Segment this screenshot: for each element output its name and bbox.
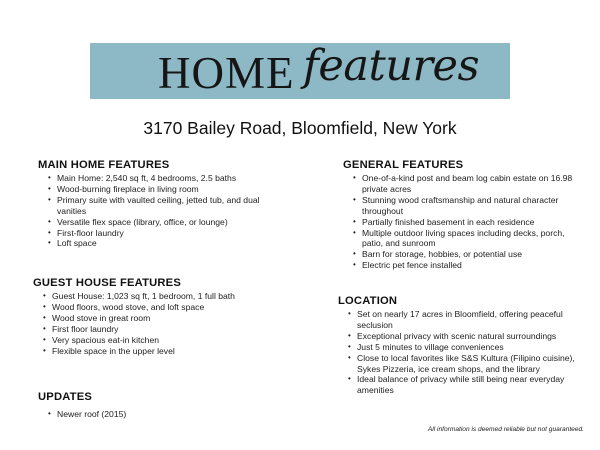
list-item: [348, 309, 578, 331]
bullet-icon: •: [353, 216, 356, 226]
bullet-icon: •: [348, 309, 351, 318]
list-item: [43, 291, 273, 302]
list-item-text: Wood-burning fireplace in living room: [57, 183, 199, 194]
general-list: [343, 173, 578, 271]
bullet-icon: •: [43, 312, 46, 322]
bullet-icon: •: [353, 249, 356, 259]
bullet-icon: •: [43, 323, 46, 333]
bullet-icon: •: [348, 352, 351, 362]
list-item-text: Just 5 minutes to village conveniences: [357, 341, 504, 352]
bullet-icon: •: [48, 216, 51, 226]
list-item-text: Close to local favorites like S&S Kultura (Filipino cuisine), Sykes Pizzeria, ice cream shops, and the library: [357, 352, 575, 374]
list-item-text: Barn for storage, hobbies, or potential use: [362, 249, 523, 260]
bullet-icon: •: [353, 260, 356, 270]
list-item: [48, 238, 278, 249]
bullet-icon: •: [48, 227, 51, 237]
list-item-text: Exceptional privacy with scenic natural surroundings: [357, 330, 557, 341]
list-item-text: Electric pet fence installed: [362, 260, 462, 271]
updates-list: [38, 409, 278, 420]
list-item-text: Stunning wood craftsmanship and natural character throughout: [362, 194, 559, 216]
list-item-text: Versatile flex space (library, office, or lounge): [57, 216, 228, 227]
list-item: [348, 353, 578, 375]
location-list: [338, 309, 578, 396]
list-item: [348, 342, 578, 353]
bullet-icon: •: [43, 345, 46, 355]
list-item: [353, 260, 578, 271]
list-item-text: First-floor laundry: [57, 227, 124, 238]
general-section: [343, 158, 578, 271]
list-item: [348, 374, 578, 396]
list-item: [353, 249, 578, 260]
list-item: [48, 409, 278, 420]
list-item-text: Partially finished basement in each residence: [362, 216, 535, 227]
list-item-text: Multiple outdoor living spaces including decks, porch, patio, and sunroom: [362, 227, 565, 249]
bullet-icon: •: [348, 374, 351, 384]
list-item: [48, 228, 278, 239]
list-item: [43, 313, 273, 324]
main-home-section: [38, 158, 278, 249]
bullet-icon: •: [43, 301, 46, 311]
list-item: [43, 324, 273, 335]
general-heading: GENERAL FEATURES: [343, 159, 464, 171]
list-item: [48, 173, 278, 184]
title-features-script: features: [303, 41, 480, 91]
list-item: [348, 331, 578, 342]
bullet-icon: •: [43, 291, 46, 300]
list-item-text: Ideal balance of privacy while still being near everyday amenities: [357, 374, 565, 396]
list-item-text: Wood floors, wood stove, and loft space: [52, 301, 205, 312]
list-item: [48, 217, 278, 228]
list-item: [353, 173, 578, 195]
disclaimer: All information is deemed reliable but not guaranteed.: [427, 426, 584, 433]
location-section: [338, 294, 578, 396]
list-item-text: Primary suite with vaulted ceiling, jetted tub, and dual vanities: [57, 194, 260, 216]
list-item-text: First floor laundry: [52, 323, 119, 334]
main-home-list: [38, 173, 278, 249]
bullet-icon: •: [48, 238, 51, 248]
list-item-text: Flexible space in the upper level: [52, 345, 175, 356]
bullet-icon: •: [48, 183, 51, 193]
list-item-text: Wood stove in great room: [52, 312, 151, 323]
list-item: [353, 228, 578, 250]
list-item-text: Set on nearly 17 acres in Bloomfield, offering peaceful seclusion: [357, 309, 563, 330]
bullet-icon: •: [348, 330, 351, 340]
bullet-icon: •: [48, 409, 51, 418]
guest-house-list: [33, 291, 273, 356]
bullet-icon: •: [48, 173, 51, 182]
list-item: [43, 302, 273, 313]
location-heading: LOCATION: [338, 295, 398, 307]
list-item-text: Main Home: 2,540 sq ft, 4 bedrooms, 2.5 baths: [57, 173, 237, 183]
list-item-text: Loft space: [57, 238, 97, 249]
list-item: [48, 184, 278, 195]
guest-house-section: [33, 276, 273, 356]
bullet-icon: •: [348, 341, 351, 351]
title-home: HOME: [158, 48, 295, 98]
updates-section: [38, 390, 278, 420]
main-home-heading: MAIN HOME FEATURES: [38, 159, 170, 171]
bullet-icon: •: [48, 194, 51, 204]
list-item: [43, 335, 273, 346]
updates-heading: UPDATES: [38, 391, 93, 403]
list-item-text: Newer roof (2015): [57, 409, 127, 419]
bullet-icon: •: [353, 194, 356, 204]
list-item-text: Very spacious eat-in kitchen: [52, 334, 160, 345]
bullet-icon: •: [353, 227, 356, 237]
guest-house-heading: GUEST HOUSE FEATURES: [33, 277, 181, 289]
list-item: [353, 195, 578, 217]
list-item-text: One-of-a-kind post and beam log cabin estate on 16.98 private acres: [362, 173, 573, 194]
list-item: [43, 346, 273, 357]
property-address: 3170 Bailey Road, Bloomfield, New York: [143, 118, 457, 138]
list-item: [48, 195, 278, 217]
list-item-text: Guest House: 1,023 sq ft, 1 bedroom, 1 full bath: [52, 291, 235, 301]
bullet-icon: •: [353, 173, 356, 182]
bullet-icon: •: [43, 334, 46, 344]
list-item: [353, 217, 578, 228]
